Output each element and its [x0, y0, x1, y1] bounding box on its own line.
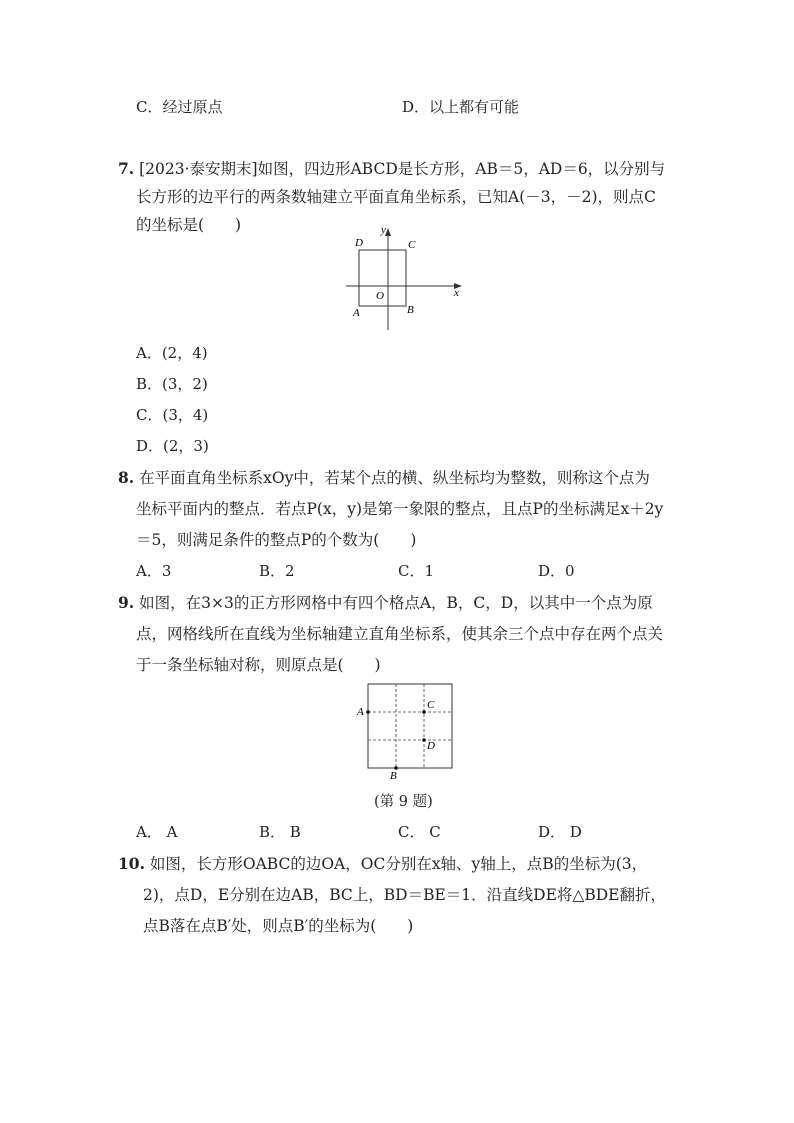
- q10-line-2: 2)，点D，E分别在边AB，BC上，BD＝BE＝1．沿直线DE将△BDE翻折，: [143, 886, 666, 904]
- q9-number: 9.: [118, 593, 135, 612]
- q8-line-2: 坐标平面内的整点．若点P(x，y)是第一象限的整点，且点P的坐标满足x＋2y: [136, 500, 664, 518]
- q10-number: 10.: [118, 854, 145, 873]
- q10-line-3: 点B落在点B′处，则点B′的坐标为( ): [143, 917, 414, 935]
- q9-point-c: [422, 710, 426, 714]
- q7-label-c: C: [408, 239, 416, 251]
- q9-caption: (第 9 题): [374, 794, 433, 810]
- q8-number: 8.: [118, 468, 135, 487]
- q8-option-c: C．1: [398, 562, 435, 580]
- q9-label-b: B: [390, 770, 397, 782]
- q7-option-a: A．(2，4): [136, 344, 208, 362]
- q9-point-d: [422, 738, 426, 742]
- q7-option-d: D．(2，3): [136, 437, 209, 455]
- q9-option-a: A． A: [136, 823, 178, 841]
- q9-line-3: 于一条坐标轴对称，则原点是( ): [136, 656, 381, 674]
- q7-label-b: B: [407, 304, 414, 316]
- q7-line-3: 的坐标是( ): [136, 216, 242, 234]
- q9-grid-border: [368, 684, 452, 768]
- q9-line-1: [118, 593, 653, 613]
- q10-text-1: 如图，长方形OABC的边OA，OC分别在x轴、y轴上，点B的坐标为(3，: [149, 855, 648, 873]
- q7-label-o: O: [376, 290, 384, 302]
- q8-line-1: [118, 468, 650, 488]
- q9-label-d: D: [427, 740, 435, 752]
- q9-label-a: A: [357, 706, 364, 718]
- q6-option-d: D．以上都有可能: [402, 98, 520, 116]
- q7-y-arrow: [385, 228, 391, 236]
- q7-line-1: [118, 159, 665, 179]
- q8-line-3: ＝5，则满足条件的整点P的个数为( ): [136, 531, 417, 549]
- q9-option-c: C． C: [398, 823, 441, 841]
- q9-point-a: [366, 710, 370, 714]
- q7-label-y: y: [381, 224, 386, 236]
- q6-option-c: C．经过原点: [136, 98, 223, 116]
- q8-option-a: A．3: [136, 562, 172, 580]
- q9-option-b: B． B: [259, 823, 301, 841]
- q7-label-x: x: [454, 287, 459, 299]
- q7-option-c: C．(3，4): [136, 406, 209, 424]
- q10-line-1: [118, 854, 647, 874]
- q9-option-d: D． D: [538, 823, 582, 841]
- q8-option-b: B．2: [259, 562, 295, 580]
- q8-option-d: D．0: [538, 562, 575, 580]
- q7-option-b: B．(3，2): [136, 375, 208, 393]
- q7-line-2: 长方形的边平行的两条数轴建立平面直角坐标系，已知A(－3，－2)，则点C: [136, 188, 656, 206]
- q7-label-a: A: [353, 307, 360, 319]
- q7-number: 7.: [118, 159, 135, 178]
- q8-text-1: 在平面直角坐标系xOy中，若某个点的横、纵坐标均为整数，则称这个点为: [139, 469, 650, 487]
- q7-text-1: [2023·泰安期末]如图，四边形ABCD是长方形，AB＝5，AD＝6，以分别与: [139, 160, 666, 178]
- q7-label-d: D: [355, 237, 363, 249]
- q9-label-c: C: [427, 699, 435, 711]
- q9-text-1: 如图，在3×3的正方形网格中有四个格点A，B，C，D，以其中一个点为原: [139, 594, 653, 612]
- q9-line-2: 点，网格线所在直线为坐标轴建立直角坐标系，使其余三个点中存在两个点关: [136, 625, 664, 643]
- q9-figure: [352, 680, 462, 784]
- q7-figure: [340, 220, 470, 335]
